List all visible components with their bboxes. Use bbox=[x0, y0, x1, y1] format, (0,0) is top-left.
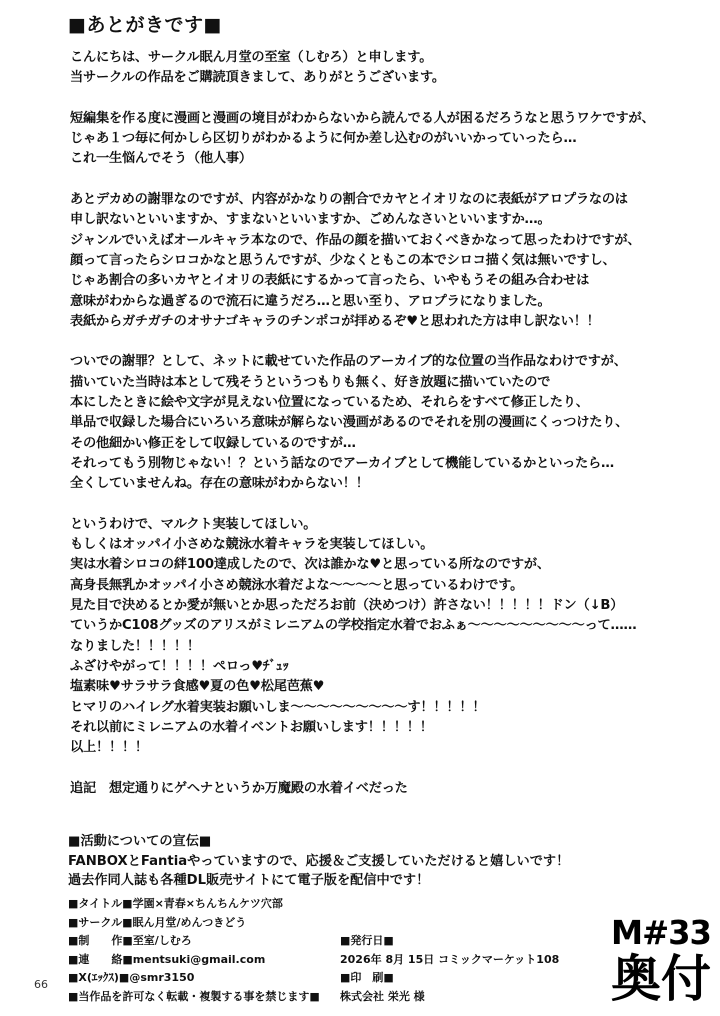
body-line: ふざけやがって！！！！ペロっ♥ﾁﾞｭｯ bbox=[70, 658, 289, 674]
body-line bbox=[70, 332, 700, 352]
body-line: なりました！！！！！ bbox=[70, 638, 200, 654]
body-line: 以上！！！！ bbox=[70, 740, 148, 756]
body-line: 見た目で決めるとか愛が無いとか思っただろお前（決めつけ）許さない！！！！！ドン（↓B） bbox=[70, 598, 624, 614]
body-line: それってもう別物じゃない！？という話なのでアーカイブとして機能しているかといったら… bbox=[70, 455, 615, 471]
body-line bbox=[70, 170, 700, 190]
logo-colophon-label: 奥付 bbox=[611, 950, 711, 1002]
body-line: 高身長無乳かオッパイ小さめ競泳水着だよな〜〜〜〜と思っているわけです。 bbox=[70, 577, 524, 593]
body-line: 全くしていませんね。存在の意味がわからない！！ bbox=[70, 476, 369, 492]
credit-line: ■サークル■眠ん月堂/めんつきどう bbox=[68, 915, 247, 929]
body-line: あとデカめの謝罪なのですが、内容がかなりの割合でカヤとイオリなのに表紙がアロプラなのは bbox=[70, 192, 628, 208]
body-line: これ一生悩んでそう（他人事） bbox=[70, 151, 252, 167]
body-line: じゃあ１つ毎に何かしら区切りがわかるように何か差し込むのがいいかっていったら… bbox=[70, 131, 577, 147]
publish-line: 2026年 8月 15日 コミックマーケット108 bbox=[340, 952, 560, 966]
body-line: 描いていた当時は本として残そうというつもりも無く、好き放題に描いていたので bbox=[70, 374, 551, 390]
body-line: ついでの謝罪？として、ネットに載せていた作品のアーカイブ的な位置の当作品なわけですが、 bbox=[70, 354, 627, 370]
notice-line: ■活動についての宣伝■ bbox=[68, 834, 212, 849]
body-line bbox=[70, 758, 700, 778]
body-line: 表紙からガチガチのオサナゴキャラのチンポコが拝めるぞ♥と思われた方は申し訳ない！！ bbox=[70, 313, 600, 329]
body-line: 短編集を作る度に漫画と漫画の境目がわからないから読んでる人が困るだろうなと思うワケですが、 bbox=[70, 110, 655, 126]
body-line: それ以前にミレニアムの水着イベントお願いします！！！！！ bbox=[70, 719, 433, 735]
body-line bbox=[70, 89, 700, 109]
body-line: 塩素味♥サラサラ食感♥夏の色♥松尾芭蕉♥ bbox=[70, 679, 325, 695]
body-line: 当サークルの作品をご購読頂きまして、ありがとうございます。 bbox=[70, 70, 445, 86]
body-line: 単品で収録した場合にいろいろ意味が解らない漫画があるのでそれを別の漫画にくっつけたり、 bbox=[70, 415, 629, 431]
credit-line: ■当作品を許可なく転載・複製する事を禁じます■ bbox=[68, 989, 320, 1003]
credit-line: ■タイトル■学園×青春×ちんちんケツ穴部 bbox=[68, 897, 283, 910]
body-line: ジャンルでいえばオールキャラ本なので、作品の顔を描いておくべきかなって思ったわけですが、 bbox=[70, 232, 641, 248]
page-title: ■あとがきです■ bbox=[68, 14, 222, 36]
body-line: 実は水着シロコの絆100達成したので、次は誰かな♥と思っている所なのですが、 bbox=[70, 557, 550, 573]
body-line: ていうかC108グッズのアリスがミレニアムの学校指定水着でおふぁ〜〜〜〜〜〜〜〜〜って…… bbox=[70, 618, 637, 634]
promotion-notice bbox=[68, 832, 628, 891]
body-line: 意味がわからな過ぎるので流石に違うだろ…と思い至り、アロプラになりました。 bbox=[70, 293, 551, 309]
body-line: 顔って言ったらシロコかなと思うんですが、少なくともこの本でシロコ描く気は無いですし、 bbox=[70, 252, 616, 268]
body-line: ヒマリのハイレグ水着実装お願いしま〜〜〜〜〜〜〜〜〜す！！！！！ bbox=[70, 699, 486, 715]
colophon-credits bbox=[68, 895, 348, 1007]
body-line: その他細かい修正をして収録しているのですが… bbox=[70, 435, 356, 451]
body-line: こんにちは、サークル眠ん月堂の至室（しむろ）と申します。 bbox=[70, 50, 433, 65]
issue-logo bbox=[610, 912, 712, 1002]
page-number: 66 bbox=[34, 978, 48, 991]
logo-issue-number: M#33 bbox=[611, 913, 711, 952]
afterword-body bbox=[70, 48, 700, 799]
body-line: もしくはオッパイ小さめな競泳水着キャラを実装してほしい。 bbox=[70, 537, 434, 553]
body-line: というわけで、マルクト実装してほしい。 bbox=[70, 516, 317, 532]
publish-line: ■発行日■ bbox=[340, 934, 394, 947]
notice-line: 過去作同人誌も各種DL販売サイトにて電子版を配信中です！ bbox=[68, 873, 430, 888]
body-line: じゃあ割合の多いカヤとイオリの表紙にするかって言ったら、いやもうその組み合わせは bbox=[70, 273, 590, 289]
credit-line: ■連 絡■mentsuki@gmail.com bbox=[68, 952, 266, 966]
publish-line: 株式会社 栄光 様 bbox=[340, 989, 425, 1003]
notice-line: FANBOXとFantiaやっていますので、応援＆ご支援していただけると嬉しいです！ bbox=[68, 853, 570, 869]
body-line: 申し訳ないといいますか、すまないといいますか、ごめんなさいといいますか…。 bbox=[70, 212, 551, 228]
body-line: 追記 想定通りにゲヘナというか万魔殿の水着イベだった bbox=[70, 780, 408, 796]
credit-line: ■制 作■至室/しむろ bbox=[68, 934, 192, 948]
publication-info bbox=[340, 932, 600, 1006]
publish-line: ■印 刷■ bbox=[340, 971, 394, 985]
credit-line: ■X(ｴｯｸｽ)■@smr3150 bbox=[68, 971, 195, 985]
body-line: 本にしたときに絵や文字が見えない位置になっているため、それらをすべて修正したり、 bbox=[70, 395, 589, 411]
body-line bbox=[70, 495, 700, 515]
